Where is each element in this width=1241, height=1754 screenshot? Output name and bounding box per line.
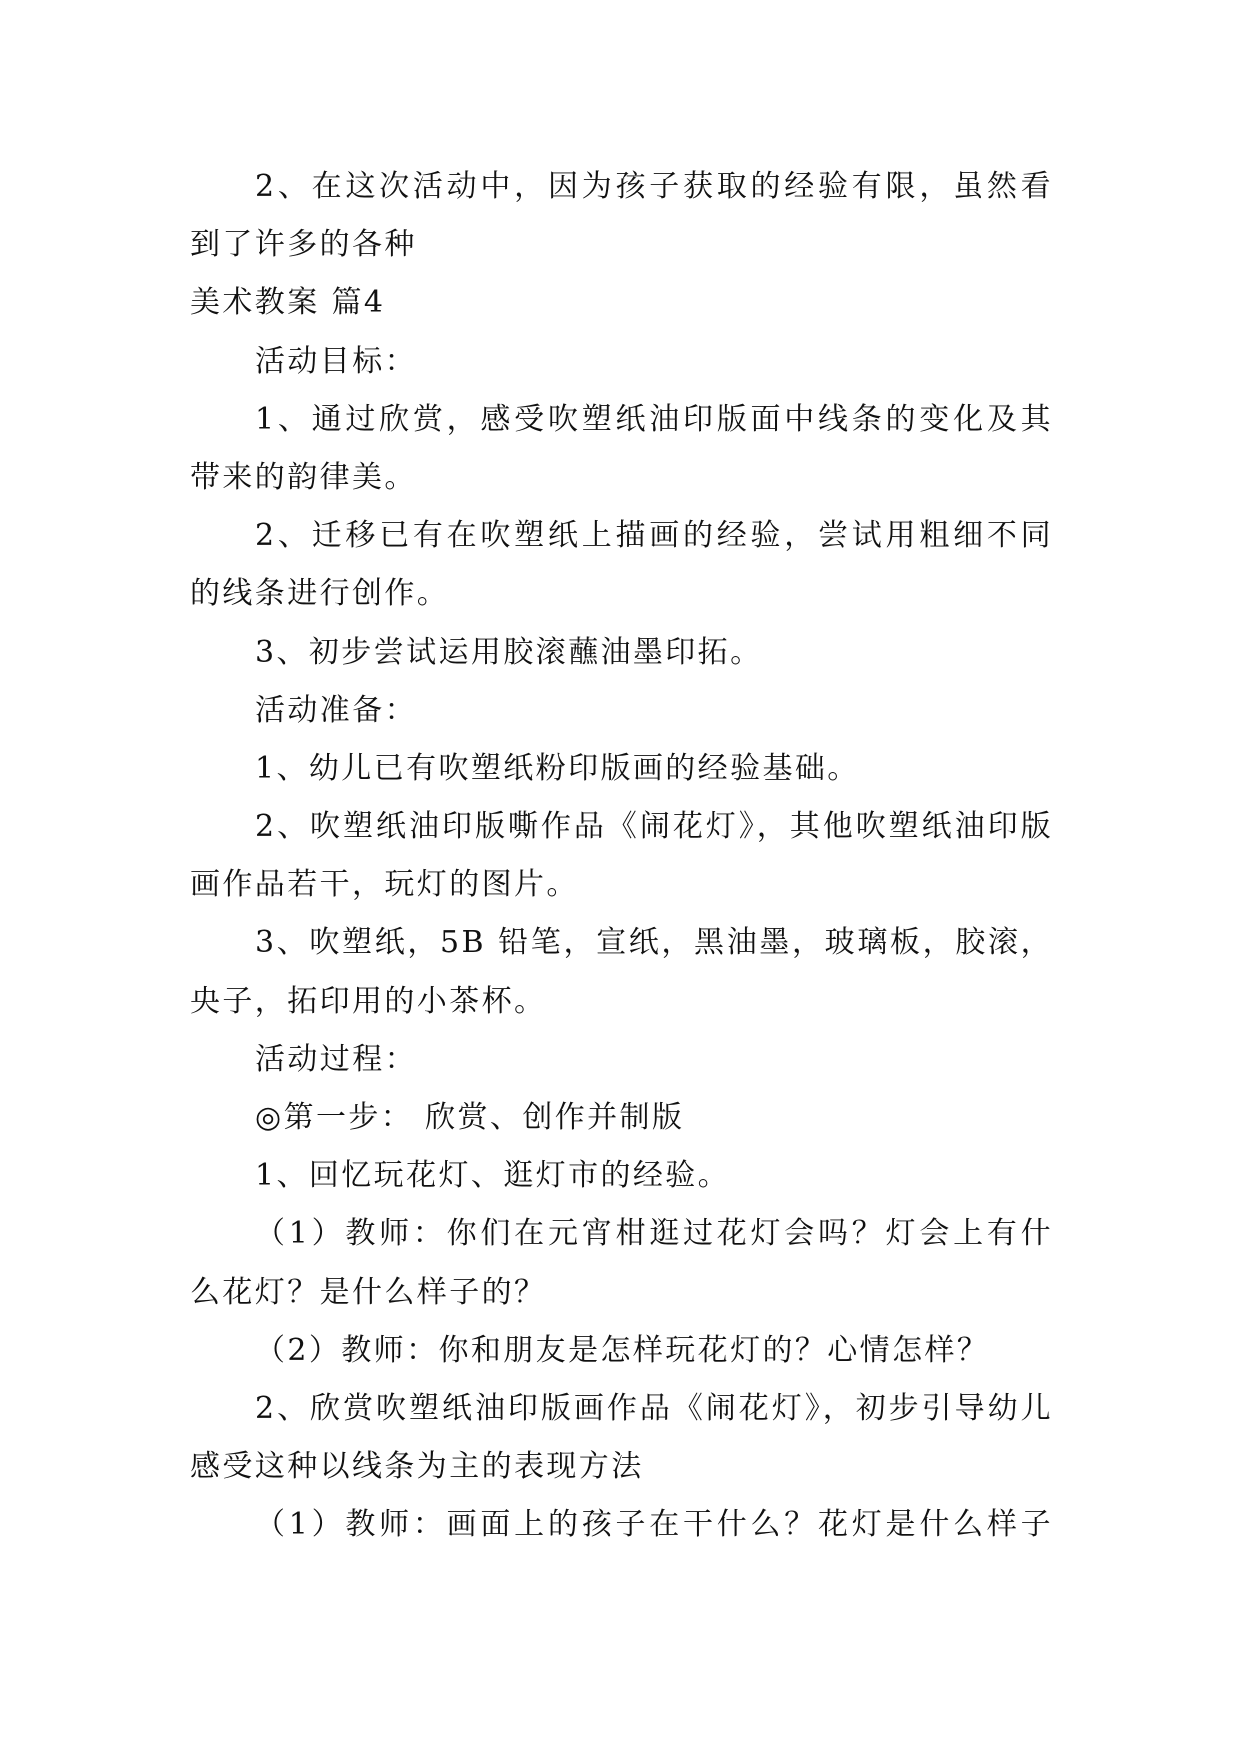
paragraph-line: 画作品若干，玩灯的图片。 xyxy=(190,867,579,903)
paragraph xyxy=(190,1496,1053,1554)
paragraph-line: ◎第一步： 欣赏、创作并制版 xyxy=(255,1100,685,1135)
paragraph-line: 带来的韵律美。 xyxy=(190,459,417,495)
section-heading-text: 美术教案 篇4 xyxy=(190,285,386,321)
section-heading xyxy=(190,274,1053,332)
paragraph-line: 1、幼儿已有吹塑纸粉印版画的经验基础。 xyxy=(255,750,860,786)
paragraph-line: （1）教师：你们在元宵柑逛过花灯会吗？灯会上有什 xyxy=(255,1216,1053,1252)
paragraph-line: 3、吹塑纸，5B 铅笔，宣纸，黑油墨，玻璃板，胶滚， xyxy=(255,925,1053,961)
paragraph xyxy=(190,1380,1053,1496)
paragraph-line: 2、吹塑纸油印版嘶作品《闹花灯》，其他吹塑纸油印版 xyxy=(255,809,1053,845)
paragraph-line: 1、回忆玩花灯、逛灯市的经验。 xyxy=(255,1158,731,1194)
paragraph-line: 活动准备： xyxy=(255,692,417,728)
paragraph xyxy=(190,333,1053,391)
paragraph-line: 2、迁移已有在吹塑纸上描画的经验，尝试用粗细不同 xyxy=(255,518,1053,554)
paragraph xyxy=(190,914,1053,1030)
paragraph xyxy=(190,1205,1053,1321)
paragraph-line: 2、在这次活动中，因为孩子获取的经验有限，虽然看 xyxy=(255,169,1053,204)
paragraph xyxy=(190,1322,1053,1380)
paragraph-line: 1、通过欣赏，感受吹塑纸油印版面中线条的变化及其 xyxy=(255,401,1053,437)
paragraph-line: 么花灯？是什么样子的？ xyxy=(190,1274,547,1310)
paragraph-line: 央子，拓印用的小茶杯。 xyxy=(190,983,547,1019)
paragraph xyxy=(190,391,1053,507)
paragraph xyxy=(190,158,1053,274)
paragraph-line: （2）教师：你和朋友是怎样玩花灯的？心情怎样？ xyxy=(255,1332,990,1368)
paragraph xyxy=(190,682,1053,740)
paragraph-line: 的线条进行创作。 xyxy=(190,576,450,612)
paragraph xyxy=(190,1031,1053,1089)
paragraph-line: （1）教师：画面上的孩子在干什么？花灯是什么样子 xyxy=(255,1507,1053,1543)
paragraph xyxy=(190,1147,1053,1205)
paragraph xyxy=(190,624,1053,682)
paragraph xyxy=(190,507,1053,623)
paragraph-line: 活动目标： xyxy=(255,343,417,379)
paragraph-line: 到了许多的各种 xyxy=(190,227,417,263)
paragraph xyxy=(190,1089,1053,1147)
paragraph-line: 3、初步尝试运用胶滚蘸油墨印拓。 xyxy=(255,634,763,670)
paragraph xyxy=(190,740,1053,798)
document-page xyxy=(190,158,1053,1555)
paragraph-line: 活动过程： xyxy=(255,1041,417,1077)
paragraph xyxy=(190,798,1053,914)
paragraph-line: 感受这种以线条为主的表现方法 xyxy=(190,1449,644,1485)
paragraph-line: 2、欣赏吹塑纸油印版画作品《闹花灯》，初步引导幼儿 xyxy=(255,1390,1053,1426)
